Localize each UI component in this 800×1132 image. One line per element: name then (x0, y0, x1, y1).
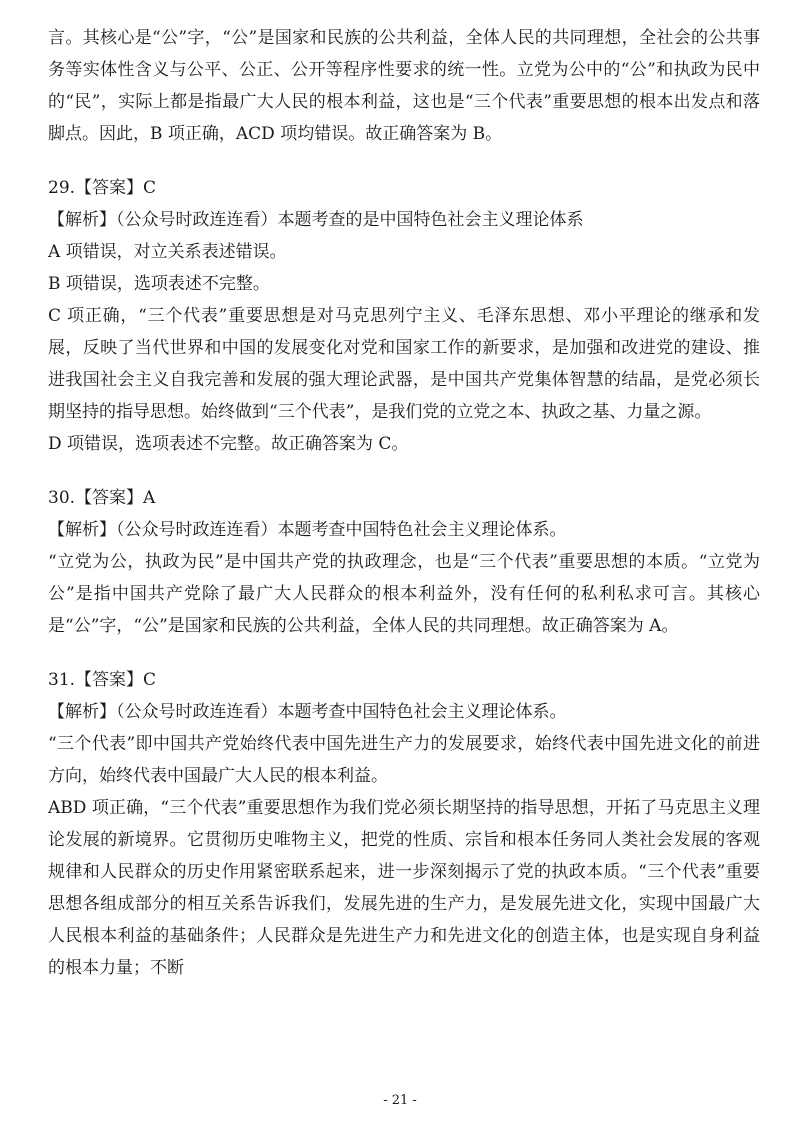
analysis-line: D 项错误，选项表述不完整。故正确答案为 C。 (48, 434, 409, 454)
analysis-line: “立党为公，执政为民”是中国共产党的执政理念，也是“三个代表”重要思想的本质。“立党为公”是指中国共产党除了最广大人民群众的根本利益外，没有任何的私利私求可言。其核心是“公”字，“公”是国家和民族的公共利益，全体人民的共同理想。故正确答案为 A。 (48, 552, 760, 636)
analysis-line: 【解析】（公众号时政连连看）本题考查的是中国特色社会主义理论体系 (48, 210, 584, 230)
answer-heading: 29.【答案】C (48, 178, 157, 198)
analysis-line: 【解析】（公众号时政连连看）本题考查中国特色社会主义理论体系。 (48, 520, 567, 540)
question-30 (48, 482, 760, 642)
question-31 (48, 664, 760, 984)
page-number: - 21 - (383, 1093, 417, 1108)
answer-heading: 30.【答案】A (48, 488, 156, 508)
answer-heading: 31.【答案】C (48, 670, 157, 690)
analysis-line: C 项正确，“三个代表”重要思想是对马克思列宁主义、毛泽东思想、邓小平理论的继承和发展，反映了当代世界和中国的发展变化对党和国家工作的新要求，是加强和改进党的建设、推进我国社会主义自我完善和发展的强大理论武器，是中国共产党集体智慧的结晶，是党必须长期坚持的指导思想。始终做到“三个代表”，是我们党的立党之本、执政之基、力量之源。 (48, 306, 760, 422)
analysis-line: ABD 项正确，“三个代表”重要思想作为我们党必须长期坚持的指导思想，开拓了马克思主义理论发展的新境界。它贯彻历史唯物主义，把党的性质、宗旨和根本任务同人类社会发展的客观规律和人民群众的历史作用紧密联系起来，进一步深刻揭示了党的执政本质。“三个代表”重要思想各组成部分的相互关系告诉我们，发展先进的生产力，是发展先进文化，实现中国最广大人民根本利益的基础条件；人民群众是先进生产力和先进文化的创造主体，也是实现自身利益的根本力量；不断 (48, 798, 760, 978)
intro-block (48, 22, 760, 150)
analysis-line: A 项错误，对立关系表述错误。 (48, 242, 287, 262)
analysis-line: 【解析】（公众号时政连连看）本题考查中国特色社会主义理论体系。 (48, 702, 567, 722)
question-29 (48, 172, 760, 460)
document-page (48, 22, 760, 1006)
analysis-line: B 项错误，选项表述不完整。 (48, 274, 270, 294)
analysis-line: “三个代表”即中国共产党始终代表中国先进生产力的发展要求，始终代表中国先进文化的前进方向，始终代表中国最广大人民的根本利益。 (48, 734, 760, 786)
intro-paragraph: 言。其核心是“公”字，“公”是国家和民族的公共利益，全体人民的共同理想，全社会的公共事务等实体性含义与公平、公正、公开等程序性要求的统一性。立党为公中的“公”和执政为民中的“民”，实际上都是指最广大人民的根本利益，这也是“三个代表”重要思想的根本出发点和落脚点。因此，B 项正确，ACD 项均错误。故正确答案为 B。 (48, 28, 760, 144)
